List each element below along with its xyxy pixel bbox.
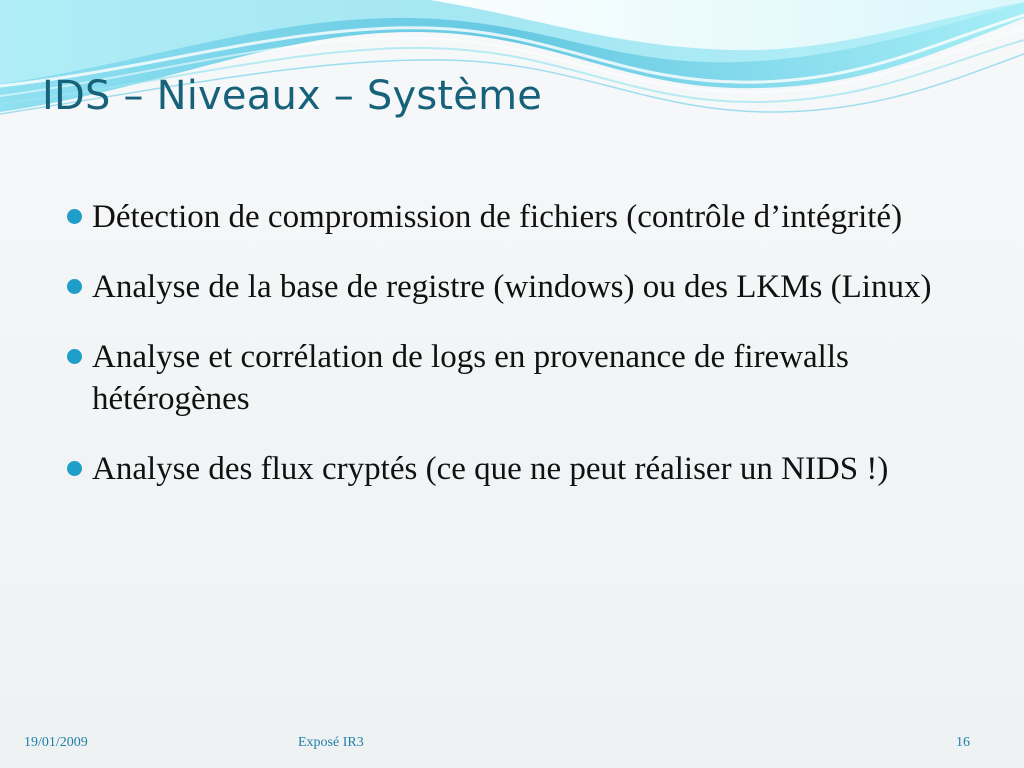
footer-date: 19/01/2009 (24, 735, 88, 750)
bullet-dot-icon (67, 209, 82, 224)
bullet-text: Analyse de la base de registre (windows) ou des LKMs (Linux) (92, 269, 932, 305)
bullet-item (62, 336, 962, 420)
bullet-text: Détection de compromission de fichiers (contrôle d’intégrité) (92, 199, 903, 235)
bullet-dot-icon (67, 349, 82, 364)
bullet-text: Analyse des flux cryptés (ce que ne peut réaliser un NIDS !) (92, 451, 889, 487)
bullet-dot-icon (67, 279, 82, 294)
bullet-item (62, 266, 962, 308)
bullet-list (62, 196, 962, 518)
bullet-dot-icon (67, 461, 82, 476)
slide-title: IDS – Niveaux – Système (42, 73, 543, 119)
bullet-item (62, 196, 962, 238)
bullet-item (62, 448, 962, 490)
bullet-text: Analyse et corrélation de logs en provenance de firewalls hétérogènes (92, 339, 849, 417)
footer-center-label: Exposé IR3 (298, 735, 364, 750)
page-number: 16 (956, 735, 970, 750)
